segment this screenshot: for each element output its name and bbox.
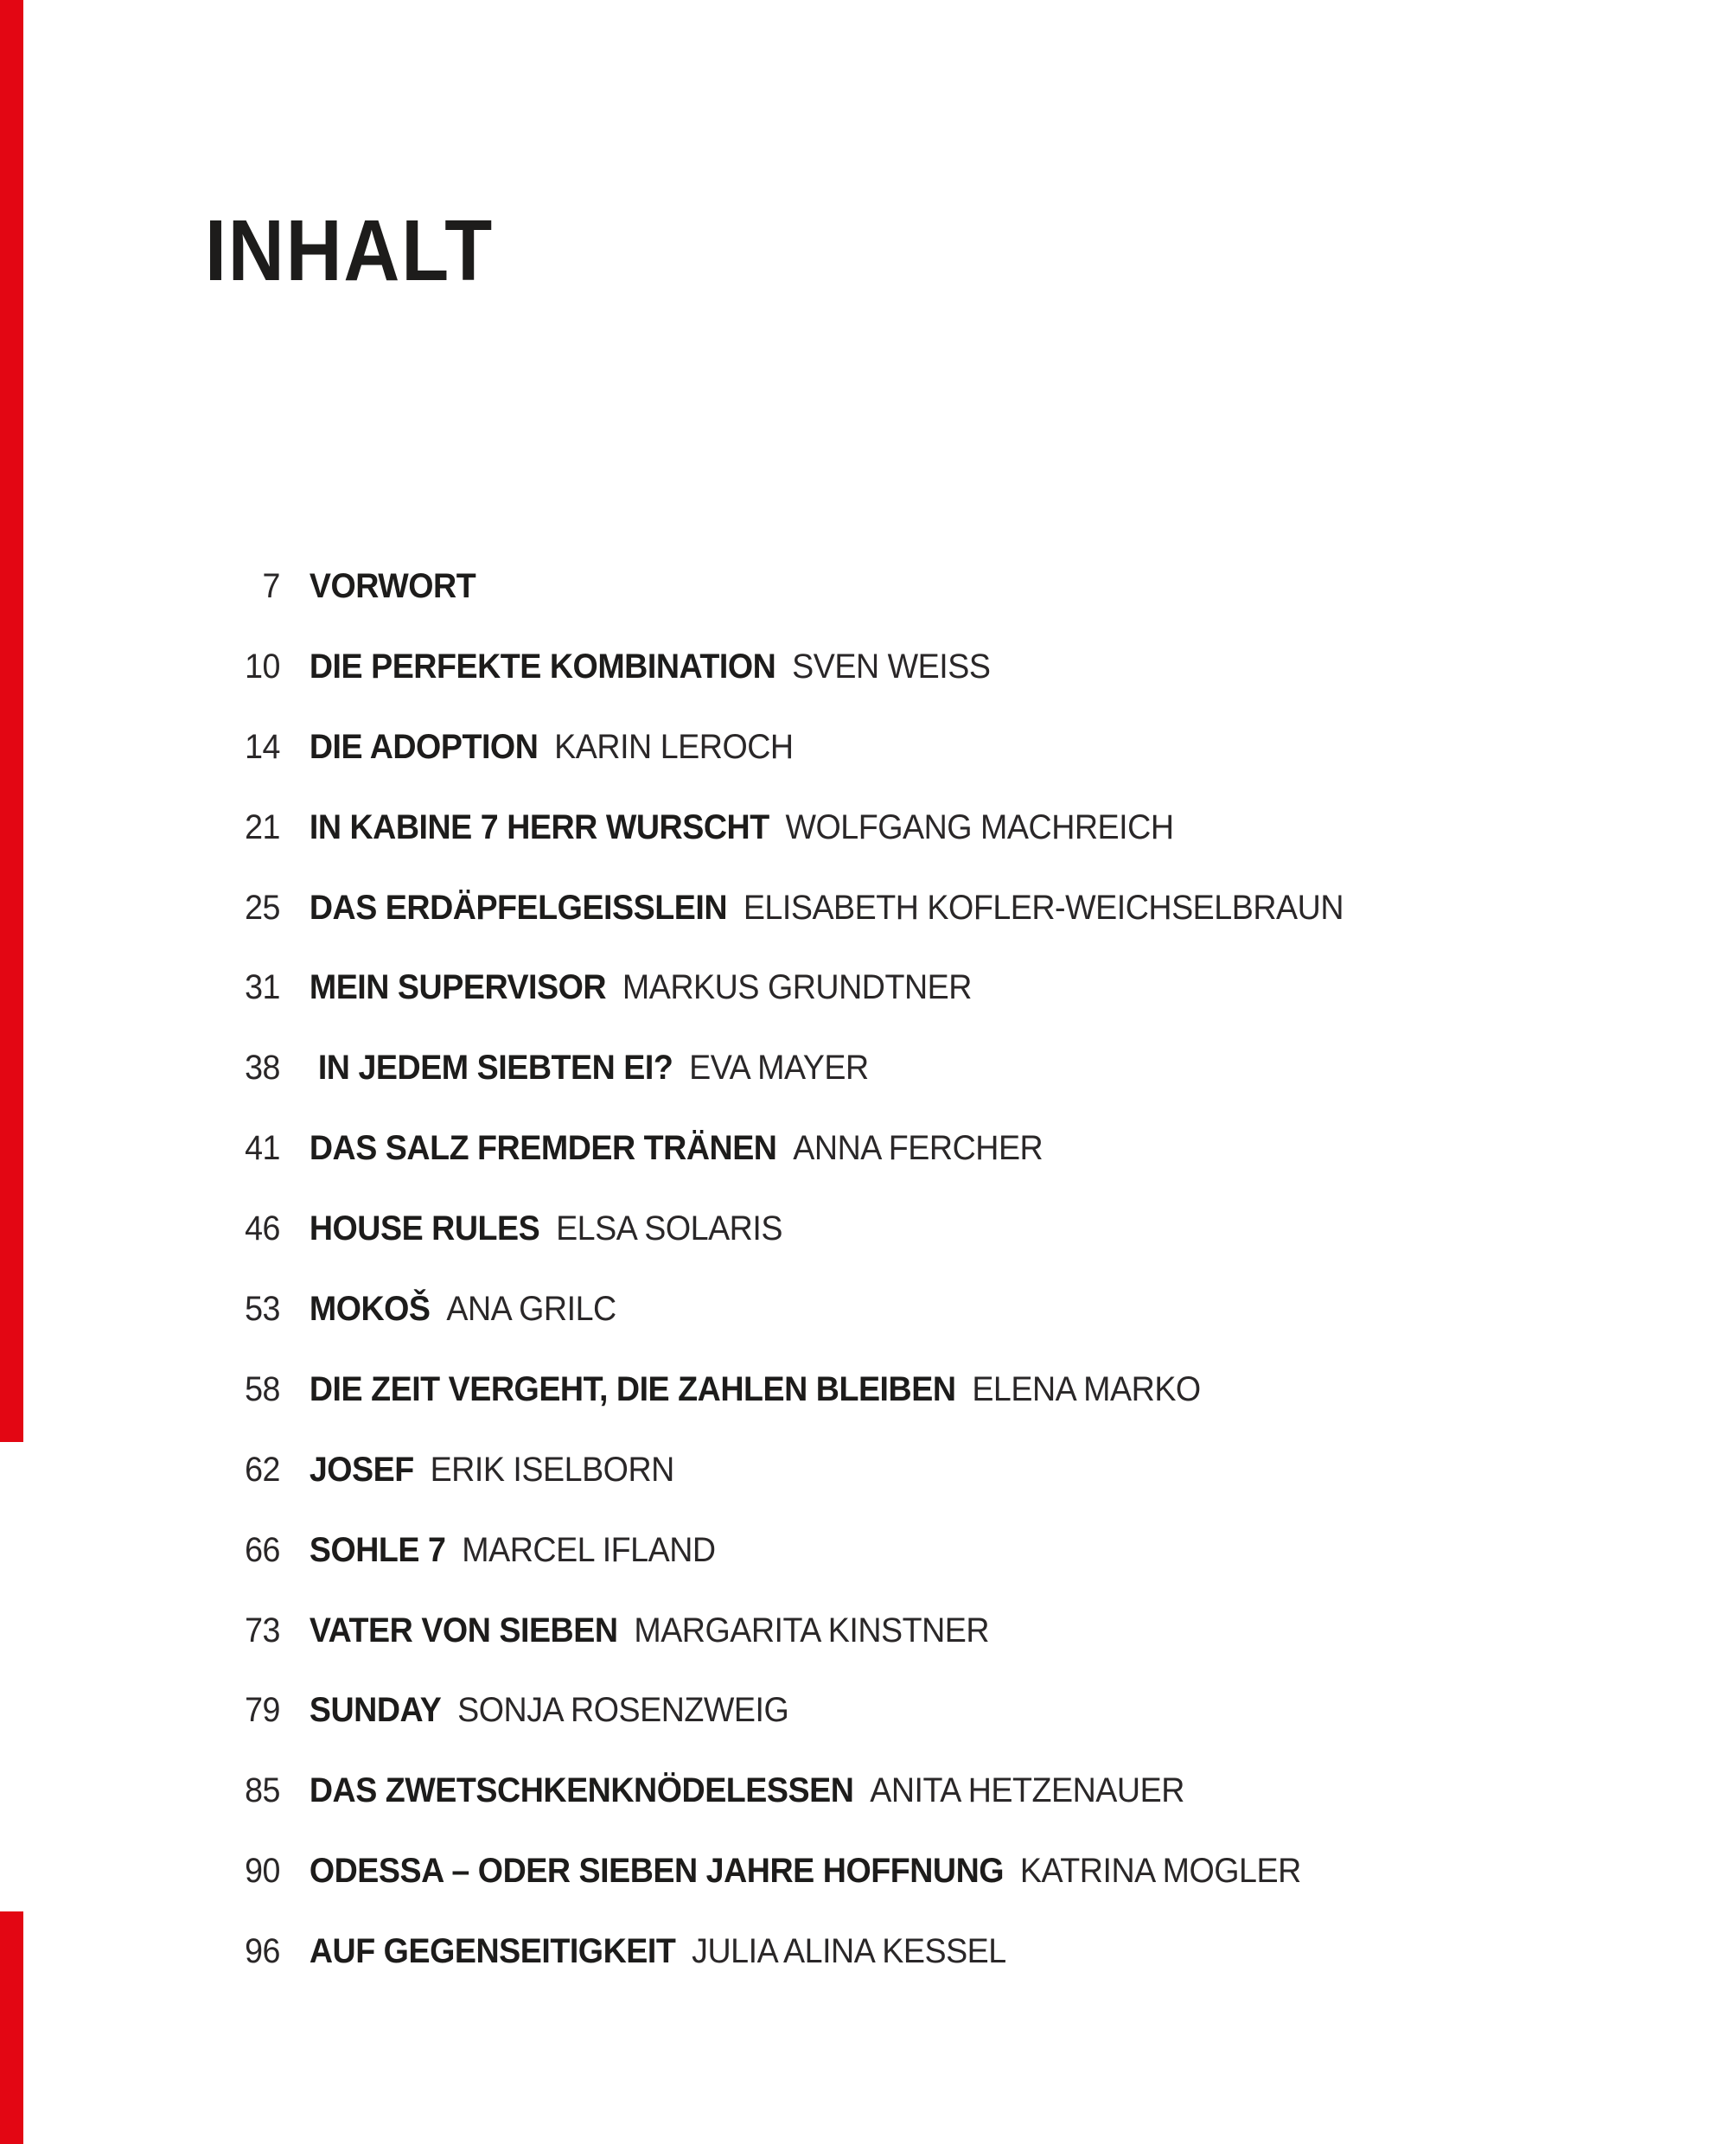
toc-entry-title: MOKOŠ — [309, 1290, 431, 1329]
toc-entry-title: DIE PERFEKTE KOMBINATION — [309, 647, 776, 686]
toc-entry-title: DAS ERDÄPFELGEISSLEIN — [309, 888, 728, 927]
toc-page-number: 85 — [245, 1771, 280, 1810]
toc-page-number: 53 — [245, 1290, 280, 1329]
toc-row — [199, 1670, 1580, 1751]
toc-entry-author: ANA GRILC — [446, 1290, 616, 1329]
toc-entry-title: DAS SALZ FREMDER TRÄNEN — [309, 1129, 777, 1168]
toc-page-number: 25 — [245, 888, 280, 927]
toc-row — [199, 788, 1580, 868]
toc-page-number: 46 — [245, 1209, 280, 1248]
toc-entry-author: WOLFGANG MACHREICH — [785, 807, 1174, 846]
toc-page-number: 14 — [245, 727, 280, 766]
toc-page-number: 58 — [245, 1369, 280, 1408]
toc-row — [199, 1028, 1580, 1108]
toc-page-number: 96 — [245, 1932, 280, 1971]
red-spine-stripe-top — [0, 0, 23, 1442]
toc-row — [199, 1911, 1580, 1992]
toc-page-number: 41 — [245, 1129, 280, 1168]
toc-entry-title: IN KABINE 7 HERR WURSCHT — [309, 807, 769, 846]
toc-page-number: 7 — [262, 567, 280, 605]
toc-entry-title: SUNDAY — [309, 1691, 442, 1730]
toc-entry-author: ANNA FERCHER — [793, 1129, 1044, 1168]
toc-row — [199, 1269, 1580, 1350]
toc-entry-title: HOUSE RULES — [309, 1209, 540, 1248]
toc-entry-author: ELSA SOLARIS — [556, 1209, 782, 1248]
toc-entry-title: DIE ZEIT VERGEHT, DIE ZAHLEN BLEIBEN — [309, 1369, 956, 1408]
toc-entry-title: DAS ZWETSCHKENKNÖDELESSEN — [309, 1771, 854, 1810]
toc-page-number: 38 — [245, 1049, 280, 1088]
toc-entry-title: SOHLE 7 — [309, 1530, 446, 1569]
toc-entry-author: SVEN WEISS — [792, 647, 991, 686]
toc-row — [199, 707, 1580, 788]
toc-page-number: 90 — [245, 1852, 280, 1891]
toc-entry-title: MEIN SUPERVISOR — [309, 968, 607, 1007]
toc-entry-title: ODESSA – ODER SIEBEN JAHRE HOFFNUNG — [309, 1852, 1005, 1891]
toc-row — [199, 1510, 1580, 1591]
toc-page-number: 10 — [245, 647, 280, 686]
toc-entry-author: SONJA ROSENZWEIG — [457, 1691, 789, 1730]
page-title: INHALT — [205, 202, 495, 299]
toc-entry-title: IN JEDEM SIEBTEN EI? — [309, 1049, 673, 1088]
toc-page-number: 62 — [245, 1450, 280, 1489]
toc-page-number: 79 — [245, 1691, 280, 1730]
toc-row — [199, 1831, 1580, 1911]
toc-entry-author: MARGARITA KINSTNER — [634, 1611, 990, 1649]
toc-row — [199, 1350, 1580, 1430]
toc-entry-author: KARIN LEROCH — [554, 727, 794, 766]
toc-entry-author: ERIK ISELBORN — [430, 1450, 674, 1489]
toc-entry-title: VATER VON SIEBEN — [309, 1611, 618, 1649]
red-spine-stripe-bottom — [0, 1911, 23, 2144]
toc-entry-author: ELISABETH KOFLER-WEICHSELBRAUN — [743, 888, 1344, 927]
toc-page-number: 21 — [245, 807, 280, 846]
toc-entry-author: ELENA MARKO — [972, 1369, 1201, 1408]
toc-entry-author: JULIA ALINA KESSEL — [692, 1932, 1006, 1971]
toc-page-number: 66 — [245, 1530, 280, 1569]
toc-entry-author: MARCEL IFLAND — [462, 1530, 716, 1569]
toc-row — [199, 948, 1580, 1028]
toc-row — [199, 1591, 1580, 1671]
toc-row — [199, 627, 1580, 707]
toc-row — [199, 868, 1580, 948]
toc-page-number: 31 — [245, 968, 280, 1007]
toc-row — [199, 1189, 1580, 1269]
toc-entry-author: MARKUS GRUNDTNER — [622, 968, 972, 1007]
toc-row — [199, 1108, 1580, 1189]
toc-list — [199, 546, 1669, 1992]
toc-row — [199, 546, 1580, 627]
toc-entry-author: KATRINA MOGLER — [1019, 1852, 1301, 1891]
toc-entry-title: VORWORT — [309, 567, 476, 605]
toc-entry-title: JOSEF — [309, 1450, 414, 1489]
toc-entry-title: DIE ADOPTION — [309, 727, 539, 766]
toc-entry-author: ANITA HETZENAUER — [870, 1771, 1184, 1810]
toc-row — [199, 1430, 1580, 1510]
toc-entry-author: EVA MAYER — [689, 1049, 869, 1088]
toc-page-number: 73 — [245, 1611, 280, 1649]
toc-entry-title: AUF GEGENSEITIGKEIT — [309, 1932, 676, 1971]
toc-row — [199, 1751, 1580, 1831]
